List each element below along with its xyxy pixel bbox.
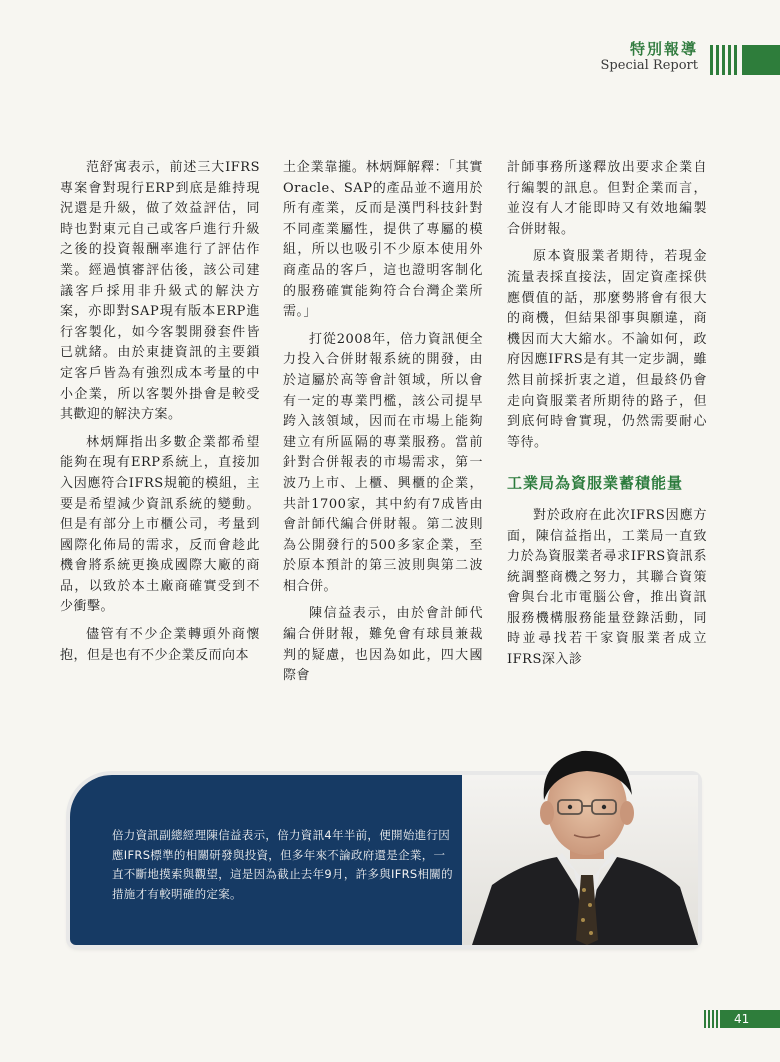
portrait-photo (462, 745, 698, 945)
section-title-en: Special Report (600, 58, 698, 73)
page-number: 41 (720, 1010, 780, 1028)
header-block (742, 45, 780, 75)
article-column-3 (507, 158, 707, 678)
article-column-2 (283, 158, 483, 694)
paragraph: 原本資服業者期待，若現金流量表採直接法，固定資產採供應價值的話，那麼勢將會有很大的商機，但結果卻事與願違，商機因而大大縮水。不論如何，政府因應IFRS是有其一定步調，雖然目前採折衷之道，但最終仍會走向資服業者所期待的路子，但到底何時會實現，仍然需要耐心等待。 (507, 249, 707, 450)
paragraph: 土企業靠攏。林炳輝解釋：「其實Oracle、SAP的產品並不適用於所有產業，反而是漢門科技針對不同產業屬性，提供了專屬的模組，所以也吸引不少原本使用外商產品的客戶，這也證明客制化的服務確實能夠符合台灣企業所需。」 (283, 160, 483, 320)
article-column-1 (60, 158, 260, 673)
paragraph: 計師事務所遂釋放出要求企業自行編製的訊息。但對企業而言，並沒有人才能即時又有效地編製合併財報。 (507, 160, 707, 237)
photo-caption: 倍力資訊副總經理陳信益表示，倍力資訊4年半前，便開始進行因應IFRS標準的相關研發與投資，但多年來不論政府還是企業，一直不斷地摸索與觀望，這是因為截止去年9月，許多與IFRS相關的措施才有較明確的定案。 (112, 828, 453, 901)
paragraph: 范舒寓表示，前述三大IFRS專案會對現行ERP到底是維持現況還是升級，做了效益評估，同時也對東元自己或客戶進行升級之後的投資報酬率進行了評估作業。經過慎審評估後，該公司建議客戶採用非升級式的解決方案，亦即對SAP現有版本ERP進行客製化，如今客製開發套件皆已就緒。由於東捷資訊的主要鎖定客戶皆為有強烈成本考量的中小企業，所以客製外掛會是較受其歡迎的解決方案。 (60, 160, 260, 423)
paragraph: 對於政府在此次IFRS因應方面，陳信益指出，工業局一直致力於為資服業者尋求IFRS資訊系統調整商機之努力，其聯合資策會與台北市電腦公會，推出資訊服務機構服務能量登錄活動，同時並尋找若干家資服業者成立IFRS深入診 (507, 507, 707, 668)
paragraph: 儘管有不少企業轉頭外商懷抱，但是也有不少企業反而向本 (60, 627, 260, 663)
header-decoration (710, 45, 780, 75)
section-title-zh: 特別報導 (629, 40, 698, 58)
section-header (601, 40, 698, 74)
subheading: 工業局為資服業蓄積能量 (507, 474, 684, 493)
paragraph: 陳信益表示，由於會計師代編合併財報，難免會有球員兼裁判的疑慮，也因為如此，四大國際會 (283, 606, 483, 684)
paragraph: 林炳輝指出多數企業都希望能夠在現有ERP系統上，直接加入因應符合IFRS規範的模組，主要是希望減少資訊系統的變動。但是有部分上市櫃公司，考量到國際化佈局的需求，反而會趁此機會將系統更換成國際大廠的商品，以致於本土廠商確實受到不少衝擊。 (60, 434, 260, 615)
header-stripes (710, 45, 740, 75)
page-number-stripes (704, 1010, 718, 1028)
paragraph: 打從2008年，倍力資訊便全力投入合併財報系統的開發，由於這屬於高等會計領域，所以會有一定的專業門檻，該公司提早跨入該領域，因而在市場上能夠建立有所區隔的專業服務。當前針對合併報表的市場需求，第一波乃上市、上櫃、興櫃的企業，共計1700家，其中約有7成皆由會計師代編合併財報。第二波則為公開發行的500多家企業，至於原本預計的第三波則與第二波相合併。 (283, 331, 483, 594)
